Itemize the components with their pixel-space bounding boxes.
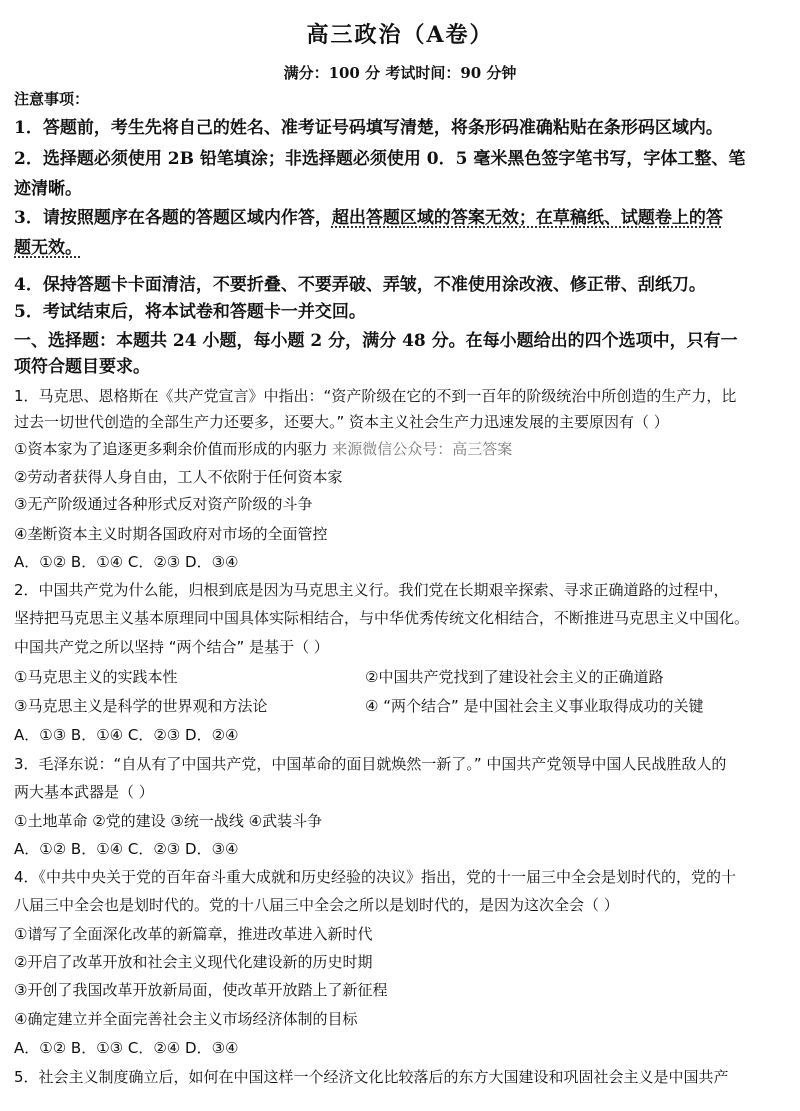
q4-stem: 4．《中共中央关于党的百年奋斗重大成就和历史经验的决议》指出，党的十一届三中全会是划时代的，党的十: [14, 868, 737, 886]
q4-option-1: ①谱写了全面深化改革的新篇章，推进改革进入新时代: [14, 925, 373, 943]
notice-item-3-cont: [14, 240, 82, 257]
q2-option-3: ③马克思主义是科学的世界观和方法论: [14, 697, 268, 715]
notice-item-3-emphasis-cont: 题无效。: [14, 238, 82, 258]
notice-item-3: [14, 210, 723, 227]
section-heading: 一、选择题：本题共 24 小题，每小题 2 分，满分 48 分。在每小题给出的四个选项中，只有一: [14, 331, 738, 351]
notice-item-2-cont: 迹清晰。: [14, 179, 82, 199]
q1-option-4: ④垄断资本主义时期各国政府对市场的全面管控: [14, 525, 328, 543]
q1-option-2: ②劳动者获得人身自由，工人不依附于任何资本家: [14, 468, 343, 486]
q1-stem: 1．马克思、恩格斯在《共产党宣言》中指出：“资产阶级在它的不到一百年的阶级统治中所创造的生产力，比: [14, 387, 737, 405]
notice-item-2: 2．选择题必须使用 2B 铅笔填涂；非选择题必须使用 0．5 毫米黑色签字笔书写，字体工整、笔: [14, 149, 746, 169]
q3-stem: 3．毛泽东说：“自从有了中国共产党，中国革命的面目就焕然一新了。” 中国共产党领导中国人民战胜敌人的: [14, 755, 727, 773]
notice-item-3-a: 3．请按照题序在各题的答题区域内作答，: [14, 208, 332, 228]
q2-option-1: ①马克思主义的实践本性: [14, 668, 178, 686]
q4-option-4: ④确定建立并全面完善社会主义市场经济体制的目标: [14, 1010, 358, 1028]
q2-stem: 2．中国共产党为什么能，归根到底是因为马克思主义行。我们党在长期艰辛探索、寻求正确道路的过程中，: [14, 581, 729, 599]
q5-stem: 5．社会主义制度确立后，如何在中国这样一个经济文化比较落后的东方大国建设和巩固社会主义是中国共产: [14, 1068, 729, 1086]
q2-answers: A．①③ B．①④ C．②③ D．②④: [14, 726, 239, 744]
q2-option-2: ②中国共产党找到了建设社会主义的正确道路: [365, 668, 664, 686]
notice-item-1: 1．答题前，考生先将自己的姓名、准考证号码填写清楚，将条形码准确粘贴在条形码区域内。: [14, 118, 723, 138]
q1-stem-cont: 过去一切世代创造的全部生产力还要多，还要大。” 资本主义社会生产力迅速发展的主要原因有（ ）: [14, 413, 669, 431]
q3-options: ①土地革命 ②党的建设 ③统一战线 ④武装斗争: [14, 812, 323, 830]
page-title: 高三政治（A卷）: [306, 22, 494, 48]
exam-info: 满分：100 分 考试时间：90 分钟: [283, 64, 517, 82]
q2-stem-cont-2: 中国共产党之所以坚持 “两个结合” 是基于（ ）: [14, 638, 329, 656]
q4-option-3: ③开创了我国改革开放新局面，使改革开放踏上了新征程: [14, 981, 388, 999]
q3-answers: A．①② B．①④ C．②③ D．③④: [14, 840, 239, 858]
q2-stem-cont: 坚持把马克思主义基本原理同中国具体实际相结合，与中华优秀传统文化相结合，不断推进马克思主义中国化。: [14, 609, 750, 627]
q2-option-4: ④ “两个结合” 是中国社会主义事业取得成功的关键: [365, 697, 704, 715]
q4-stem-cont: 八届三中全会也是划时代的。党的十八届三中全会之所以是划时代的，是因为这次全会（ ）: [14, 896, 619, 914]
q3-stem-cont: 两大基本武器是（ ）: [14, 783, 154, 801]
q1-option-1-text: ①资本家为了追逐更多剩余价值而形成的内驱力: [14, 440, 328, 458]
notice-item-5: 5．考试结束后，将本试卷和答题卡一并交回。: [14, 302, 366, 322]
section-heading-cont: 项符合题目要求。: [14, 357, 150, 377]
q1-option-3: ③无产阶级通过各种形式反对资产阶级的斗争: [14, 495, 313, 513]
q1-option-1: [14, 442, 512, 457]
source-note: 来源微信公众号：高三答案: [327, 440, 513, 458]
q1-answers: A．①② B．①④ C．②③ D．③④: [14, 553, 239, 571]
notice-heading: 注意事项：: [14, 90, 90, 108]
notice-item-3-emphasis: 超出答题区域的答案无效；在草稿纸、试题卷上的答: [331, 208, 723, 228]
q4-option-2: ②开启了改革开放和社会主义现代化建设新的历史时期: [14, 953, 373, 971]
notice-item-4: 4．保持答题卡卡面清洁，不要折叠、不要弄破、弄皱，不准使用涂改液、修正带、刮纸刀。: [14, 275, 706, 295]
q4-answers: A．①② B．①③ C．②④ D．③④: [14, 1039, 239, 1057]
